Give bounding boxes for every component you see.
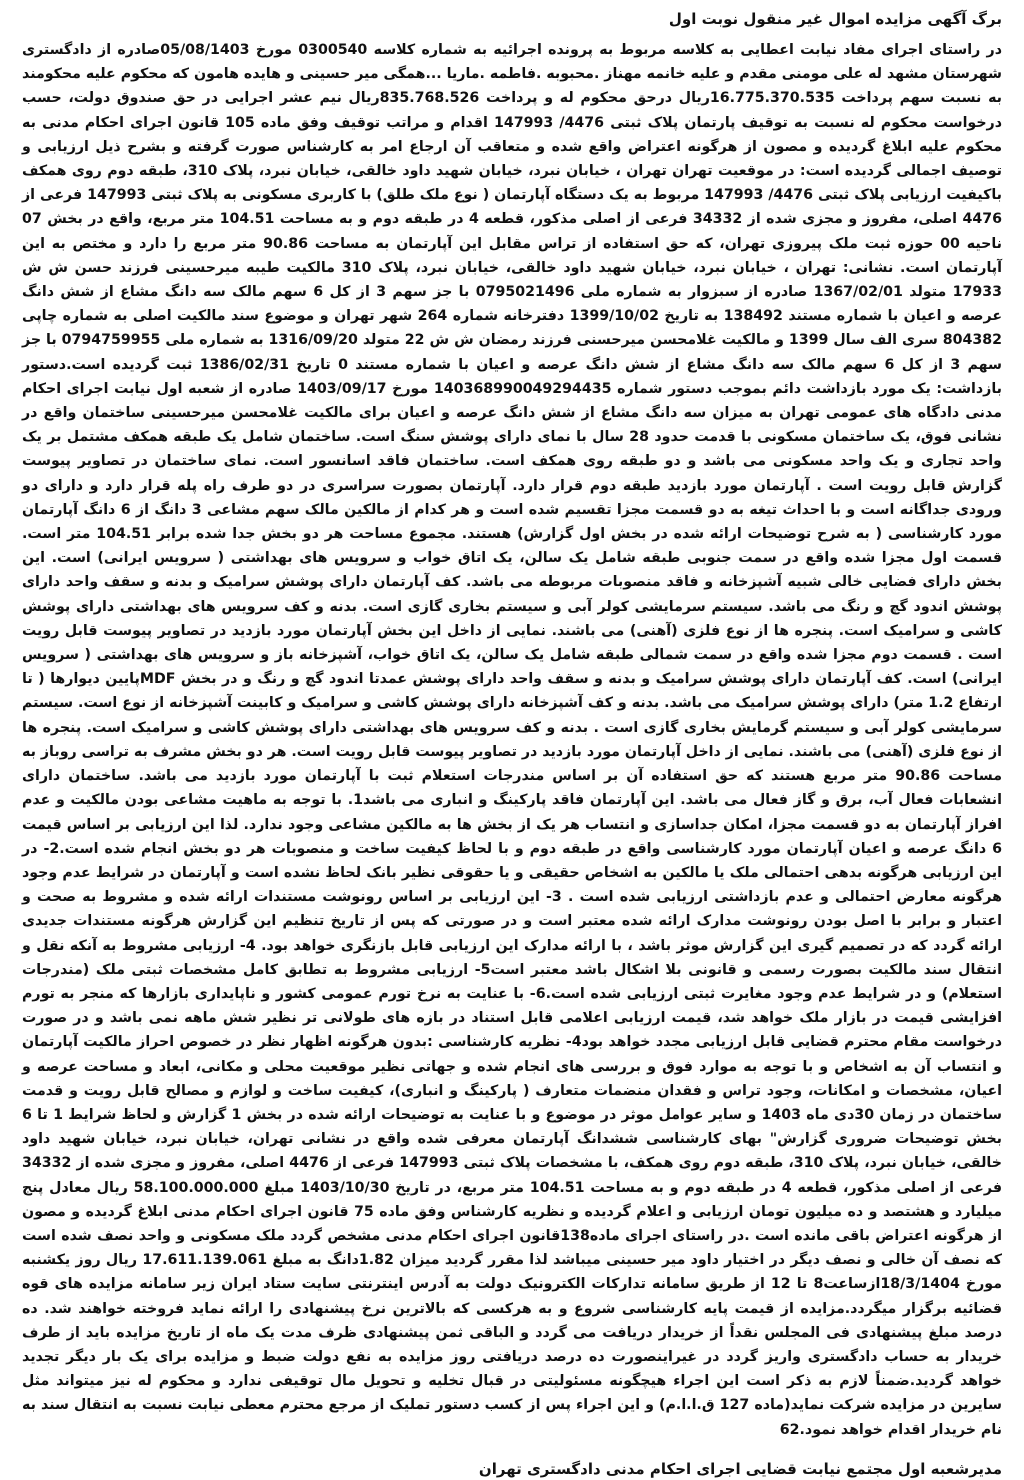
notice-signature: مدیرشعبه اول مجتمع نیابت قضایی اجرای احکام مدنی دادگستری تهران (478, 1459, 1002, 1478)
auction-notice-page (22, 8, 1003, 1478)
notice-body: در راستای اجرای مفاد نیابت اعطایی به کلاسه مربوط به پرونده اجرائیه به شماره کلاسه 0300540 مورخ 05/08/1403صادره از دادگستری شهرستان مشهد له علی مومنی مقدم و علیه خانمه مهناز .محبوبه .فاطمه .ماریا ...همگی میر حسینی و هایده هامون که محکوم علیه محکومند به نسبت سهم پرداخت 16.775.370.535ریال درحق محکوم له و پرداخت 835.768.526ریال نیم عشر اجرایی در حق صندوق دولت، حسب درخواست محکوم له نسبت به توقیف پارتمان پلاک ثبتی 4476/ 147993 اقدام و مراتب توقیف وفق ماده 105 قانون اجرای احکام مدنی به محکوم علیه ابلاغ گردیده و مصون از هرگونه اعتراض واقع شده و متعاقب آن ارجاع امر به کارشناس صورت گرفته و بشرح ذیل ارزیابی و توصیف اجمالی گردیده است: در موقعیت تهران تهران ، خیابان نبرد، خیابان شهید داود خالقی، خیابان نبرد، پلاک 310، طبقه دوم روی همکف باکیفیت ارزیابی پلاک ثبتی 4476/ 147993 مربوط به یک دستگاه آپارتمان ( نوع ملک طلق) با کاربری مسکونی به پلاک ثبتی 147993 فرعی از 4476 اصلی، مفروز و مجزی شده از 34332 فرعی از اصلی مذکور، قطعه 4 در طبقه دوم و به مساحت 104.51 متر مربع، واقع در بخش 07 ناحیه 00 حوزه ثبت ملک پیروزی تهران، که حق استفاده از تراس مقابل این آپارتمان به مساحت 90.86 متر مربع را دارد و مختص به این آپارتمان است. نشانی: تهران ، خیابان نبرد، خیابان شهید داود خالقی، خیابان نبرد، پلاک 310 مالکیت طیبه میرحسینی فرزند حسن ش ش 17933 متولد 1367/02/01 صادره از سبزوار به شماره ملی 0795021496 با جز سهم 3 از کل 6 سهم مالک سه دانگ مشاع از شش دانگ عرصه و اعیان با شماره مستند 138492 به تاریخ 1399/10/02 دفترخانه شماره 264 شهر تهران و موضوع سند مالکیت اصلی به شماره چاپی 804382 سری الف سال 1399 و مالکیت غلامحسن میرحسنی فرزند رمضان ش ش 22 متولد 1316/09/20 به شماره ملی 0794759955 با جز سهم 3 از کل 6 سهم مالک سه دانگ مشاع از شش دانگ عرصه و اعیان با شماره مستند 0 تاریخ 1386/02/31 ثبت گردیده است.دستور بازداشت: یک مورد بازداشت دائم بموجب دستور شماره 140368990049294435 مورخ 1403/09/17 صادره از شعبه اول نیابت اجرای احکام مدنی دادگاه های عمومی تهران به میزان سه دانگ مشاع از شش دانگ عرصه و اعیان برای مالکیت غلامحسن میرحسینی ساختمان واقع در نشانی فوق، یک ساختمان مسکونی با قدمت حدود 28 سال با نمای دارای پوشش سنگ است. ساختمان شامل یک طبقه همکف مشتمل بر یک واحد تجاری و یک واحد مسکونی می باشد و دو طبقه روی همکف است. ساختمان فاقد اسانسور است. نمای ساختمان در تصاویر پیوست گزارش قابل رویت است . آپارتمان مورد بازدید طبقه دوم قرار دارد. آپارتمان بصورت سراسری در دو طرف راه پله قرار دارد و دارای دو ورودی جداگانه است و با احداث تیغه به دو قسمت مجزا تقسیم شده است و هر کدام از مالکین مالک سهم مشاعی 3 دانگ از 6 دانگ آپارتمان مورد کارشناسی ( به شرح توضیحات ارائه شده در بخش اول گزارش) هستند. مجموع مساحت هر دو بخش جدا شده برابر 104.51 متر است. قسمت اول مجزا شده واقع در سمت جنوبی طبقه شامل یک سالن، یک اتاق خواب و سرویس های بهداشتی ( سرویس ایرانی) است. این بخش دارای فضایی خالی شبیه آشپزخانه و فاقد منصوبات مربوطه می باشد. کف آپارتمان دارای پوشش سرامیک و بدنه و سقف واحد دارای پوشش اندود گچ و رنگ می باشد. سیستم سرمایشی کولر آبی و سیستم بخاری گازی است. بدنه و کف سرویس های بهداشتی دارای پوشش کاشی و سرامیک است. پنجره ها از نوع فلزی (آهنی) می باشند. نمایی از داخل این بخش آپارتمان مورد بازدید در تصاویر پیوست قابل رویت است . قسمت دوم مجزا شده واقع در سمت شمالی طبقه شامل یک سالن، یک اتاق خواب، آشپزخانه باز و سرویس های بهداشتی ( سرویس ایرانی) است. کف آپارتمان دارای پوشش سرامیک و بدنه و سقف واحد دارای پوشش عمدتا اندود گچ و رنگ و در بخش MDFپایین دیوارها ( تا ارتفاع 1.2 متر) دارای پوشش سرامیک می باشد. بدنه و کف آشپزخانه دارای پوشش کاشی و سرامیک و کابینت آشپزخانه از نوع است. سیستم سرمایشی کولر آبی و سیستم گرمایش بخاری گازی است . بدنه و کف سرویس های بهداشتی دارای پوشش کاشی و سرامیک است. پنجره ها از نوع فلزی (آهنی) می باشند. نمایی از داخل آپارتمان مورد بازدید در تصاویر پیوست قابل رویت است. هر دو بخش مشرف به تراسی روباز به مساحت 90.86 متر مربع هستند که حق استفاده آن بر اساس مندرجات استعلام ثبت با آپارتمان مورد بازدید می باشد. ساختمان دارای انشعابات فعال آب، برق و گاز فعال می باشد. این آپارتمان فاقد پارکینگ و انباری می باشد1. با توجه به ماهیت مشاعی بودن مالکیت و عدم افراز آپارتمان به دو قسمت مجزا، امکان جداسازی و انتساب هر یک از بخش ها به مالکین مشاعی وجود ندارد. لذا این ارزیابی بر اساس قیمت 6 دانگ عرصه و اعیان آپارتمان مورد کارشناسی واقع در طبقه دوم و با لحاظ کیفیت ساخت و منصوبات هر دو بخش انجام شده است.2- در این ارزیابی هرگونه بدهی احتمالی ملک یا مالکین به اشخاص حقیقی و یا حقوقی نظیر بانک لحاظ نشده است و آپارتمان در شرایط عدم وجود هرگونه معارض احتمالی و عدم بازداشتی ارزیابی شده است . 3- این ارزیابی بر اساس رونوشت مستندات ارائه شده و مشروط به صحت و اعتبار و برابر با اصل بودن رونوشت مدارک ارائه شده معتبر است و در صورتی که پس از تاریخ تنظیم این گزارش هرگونه مستندات جدیدی ارائه گردد که در تصمیم گیری این گزارش موثر باشد ، با ارائه مدارک این ارزیابی قابل بازنگری خواهد بود. 4- ارزیابی مشروط به آنکه نقل و انتقال سند مالکیت بصورت رسمی و قانونی بلا اشکال باشد معتبر است5- ارزیابی مشروط به تطابق کامل مشخصات ثبتی ملک (مندرجات استعلام) و در شرایط عدم وجود مغایرت ثبتی ارزیابی شده است.6- با عنایت به نرخ تورم عمومی کشور و ناپایداری بازارها که منجر به تورم افزایشی قیمت در بازار ملک خواهد شد، قیمت ارزیابی اعلامی قابل استناد در بازه های طولانی تر نظیر شش ماهه نمی باشد و در صورت درخواست مقام محترم قضایی قابل ارزیابی مجدد خواهد بود4- نظریه کارشناسی :بدون هرگونه اظهار نظر در خصوص احراز مالکیت آپارتمان و انتساب آن به اشخاص و با توجه به موارد فوق و بررسی های انجام شده و جهاتی نظیر موقعیت محلی و مکانی، ابعاد و مساحت عرصه و اعیان، مشخصات و امکانات، وجود تراس و فقدان منضمات متعارف ( پارکینگ و انباری)، کیفیت ساخت و لوازم و مصالح قابل رویت و قدمت ساختمان در زمان 30دی ماه 1403 و سایر عوامل موثر در موضوع و با عنایت به توضیحات ارائه شده در بخش 1 گزارش و لحاظ شرایط 1 تا 6 بخش توضیحات ضروری گزارش" بهای کارشناسی ششدانگ آپارتمان معرفی شده واقع در نشانی تهران، خیابان نبرد، خیابان شهید داود خالقی، خیابان نبرد، پلاک 310، طبقه دوم روی همکف، با مشخصات پلاک ثبتی 147993 فرعی از 4476 اصلی، مفروز و مجزی شده از 34332 فرعی از اصلی مذکور، قطعه 4 در طبقه دوم و به مساحت 104.51 متر مربع، در تاریخ 1403/10/30 مبلغ 58.100.000.000 ریال معادل پنج میلیارد و هشتصد و ده میلیون تومان ارزیابی و اعلام گردیده و نظریه کارشناس وفق ماده 75 قانون اجرای احکام مدنی ابلاغ گردیده و مصون از هرگونه اعتراض باقی مانده است .در راستای اجرای ماده138قانون اجرای احکام مدنی مشخص گردد ملک مسکونی و واحد نصف شده است که نصف آن خالی و نصف دیگر در اختیار داود میر حسینی میباشد لذا مقرر گردید میزان 1.82دانگ به مبلغ 17.611.139.061 ریال روز یکشنبه مورخ 18/3/1404ازساعت8 تا 12 از طریق سامانه تدارکات الکترونیک دولت به آدرس اینترنتی سایت ستاد ایران زیر سامانه مزایده های قوه قضائیه برگزار میگردد.مزایده از قیمت پایه کارشناسی شروع و به هرکسی که بالاترین نرخ پیشنهادی را ارائه نماید فروخته خواهند شد. ده درصد مبلغ پیشنهادی فی المجلس نقداً از خریدار دریافت می گردد و الباقی ثمن پیشنهادی ظرف مدت یک ماه از تاریخ مزایده باید از طرف خریدار به حساب دادگستری واریز گردد در غیراینصورت ده درصد دریافتی روز مزایده به نفع دولت ضبط و مزایده برای یک بار دیگر تجدید خواهد گردید.ضمناً لازم به ذکر است این اجراء هیچگونه مسئولیتی در قبال تخلیه و تحویل مال توقیفی ندارد و محکوم له نیز میتواند مثل سایرین در مزایده شرکت نماید(ماده 127 ق.ا.ا.م) و این اجراء پس از کسب دستور تملیک از مرجع محترم معطی نیابت نسبت به انتقال سند به نام خریدار اقدام خواهد نمود.62 (22, 42, 1003, 1438)
notice-title: برگ آگهی مزایده اموال غیر منقول نوبت اول (668, 10, 1002, 28)
